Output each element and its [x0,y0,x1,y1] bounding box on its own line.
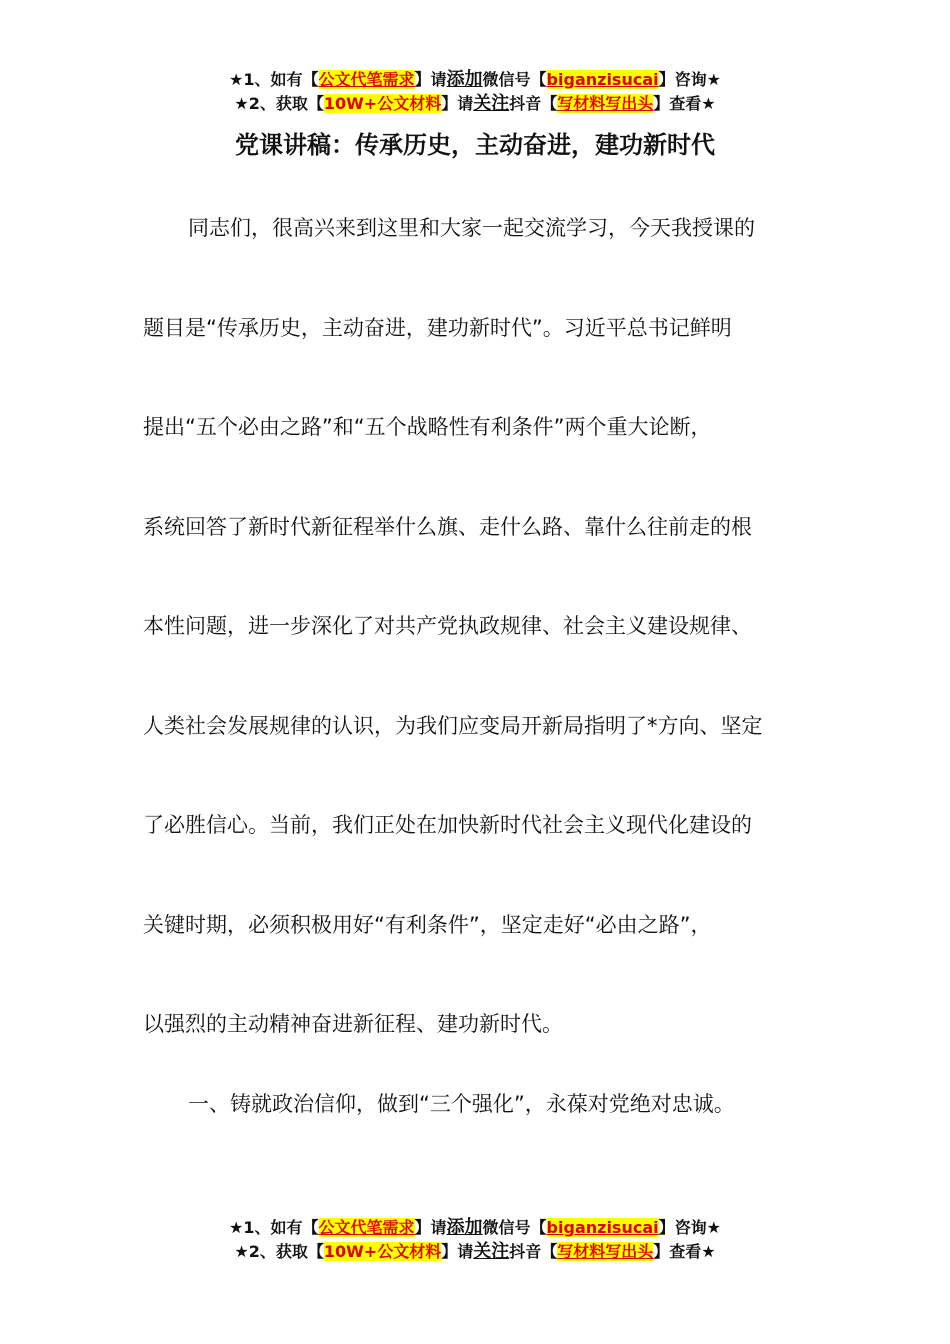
banner-line-2 [0,92,950,116]
banner-text: 】查看★ [653,1242,716,1261]
banner-text: ★2、获取【 [234,94,324,113]
banner-text: 】咨询★ [658,1218,721,1237]
paragraph-line: 了必胜信心。当前，我们正处在加快新时代社会主义现代化建设的 [143,813,752,837]
paragraph-line: 同志们，很高兴来到这里和大家一起交流学习，今天我授课的 [188,216,755,240]
banner-text: 微信号【 [482,70,547,89]
banner-text: 抖音【 [509,1242,558,1261]
banner-line-1 [0,68,950,92]
banner-text: 抖音【 [509,94,558,113]
banner-line-2 [0,1240,950,1264]
banner-text: 】请 [441,1242,474,1261]
paragraph-line: 提出“五个必由之路”和“五个战略性有利条件”两个重大论断， [143,415,712,439]
banner-text: ★1、如有【 [229,70,319,89]
footer-banner [0,1216,950,1264]
banner-text: 】咨询★ [658,70,721,89]
banner-highlight-service: 公文代笔需求 [318,70,415,89]
banner-text: 】查看★ [653,94,716,113]
banner-wechat-id: biganzisucai [546,70,659,89]
banner-highlight-materials: 10W+公文材料 [323,1242,442,1261]
paragraph-line: 题目是“传承历史，主动奋进，建功新时代”。习近平总书记鲜明 [143,316,732,340]
banner-line-1 [0,1216,950,1240]
paragraph-line: 本性问题，进一步深化了对共产党执政规律、社会主义建设规律、 [143,614,752,638]
banner-highlight-materials: 10W+公文材料 [323,94,442,113]
paragraph-line: 系统回答了新时代新征程举什么旗、走什么路、靠什么往前走的根 [143,515,752,539]
banner-text: 】请 [441,94,474,113]
banner-underline-add: 添加 [446,1217,483,1238]
banner-text: 】请 [414,70,447,89]
banner-douyin-account: 写材料写出头 [557,1242,654,1261]
section-heading: 一、铸就政治信仰，做到“三个强化”，永葆对党绝对忠诚。 [188,1092,735,1116]
banner-underline-follow: 关注 [473,1241,510,1262]
banner-underline-add: 添加 [446,69,483,90]
banner-text: 】请 [414,1218,447,1237]
banner-underline-follow: 关注 [473,93,510,114]
banner-highlight-service: 公文代笔需求 [318,1218,415,1237]
banner-wechat-id: biganzisucai [546,1218,659,1237]
paragraph-line: 以强烈的主动精神奋进新征程、建功新时代。 [143,1012,563,1036]
banner-text: ★2、获取【 [234,1242,324,1261]
document-title: 党课讲稿：传承历史，主动奋进，建功新时代 [235,131,715,159]
header-banner [0,68,950,116]
banner-douyin-account: 写材料写出头 [557,94,654,113]
paragraph-line: 人类社会发展规律的认识，为我们应变局开新局指明了*方向、坚定 [143,714,763,738]
paragraph-line: 关键时期，必须积极用好“有利条件”，坚定走好“必由之路”， [143,913,712,937]
banner-text: 微信号【 [482,1218,547,1237]
banner-text: ★1、如有【 [229,1218,319,1237]
